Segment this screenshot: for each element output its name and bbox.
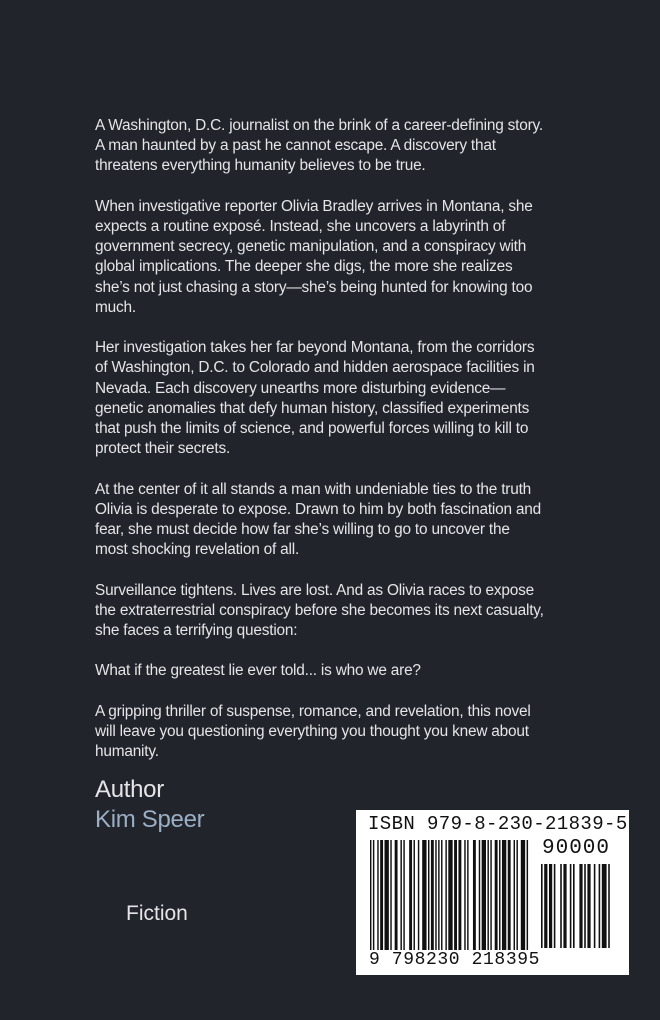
barcode-bar xyxy=(418,840,419,950)
back-cover-blurb xyxy=(95,116,545,783)
barcode-bar xyxy=(527,840,528,950)
barcode-bar xyxy=(380,840,383,950)
author-label: Author xyxy=(95,776,164,803)
barcode-bar xyxy=(373,840,374,950)
barcode-bar xyxy=(458,840,461,950)
price-addon-bars xyxy=(541,864,617,948)
barcode-bar xyxy=(514,840,515,950)
barcode-bar xyxy=(502,840,506,950)
barcode-bar xyxy=(464,840,465,950)
barcode-bar xyxy=(390,840,391,950)
barcode-bar xyxy=(549,864,552,948)
barcode-bar xyxy=(473,840,476,950)
price-code: 90000 xyxy=(542,837,611,860)
barcode-bar xyxy=(579,864,582,948)
barcode-digits: 9 798230 218395 xyxy=(369,950,541,970)
blurb-paragraph-6: What if the greatest lie ever told... is who we are? xyxy=(95,662,421,680)
barcode-bar xyxy=(377,840,378,950)
barcode-bar xyxy=(385,840,389,950)
barcode-bar xyxy=(400,840,401,950)
barcode-bar xyxy=(414,840,415,950)
barcode-bar xyxy=(563,864,566,948)
barcode-bar xyxy=(454,840,457,950)
barcode-bar xyxy=(403,840,404,950)
blurb-paragraph-5: Surveillance tightens. Lives are lost. And as Olivia races to expose the extraterrestrial conspiracy before she becomes its next casualty, she faces a terrifying question: xyxy=(95,581,544,640)
barcode-bar xyxy=(602,864,607,948)
barcode-bar xyxy=(599,864,601,948)
barcode-bar xyxy=(445,840,446,950)
barcode-bar xyxy=(495,840,498,950)
author-name: Kim Speer xyxy=(95,806,205,833)
blurb-paragraph-4: At the center of it all stands a man with undeniable ties to the truth Olivia is desperate to expose. Drawn to him by both fascination and fear, she must decide how far she’s willing to go to uncover the most shocking revelation of all. xyxy=(95,480,542,559)
barcode-bar xyxy=(467,840,468,950)
barcode-bar xyxy=(435,840,436,950)
barcode-bar xyxy=(409,840,412,950)
barcode-bar xyxy=(441,840,442,950)
barcode-bar xyxy=(487,840,488,950)
barcode-bar xyxy=(554,864,556,948)
barcode-bar xyxy=(573,864,575,948)
ean-barcode-bars xyxy=(370,840,536,950)
blurb-paragraph-2: When investigative reporter Olivia Bradley arrives in Montana, she expects a routine exposé. Instead, she uncovers a labyrinth of government secrecy, genetic manipulation, and a conspiracy with global implications. The deeper she digs, the more she realizes she’s not just chasing a story—she’s being hunted for knowing too much. xyxy=(95,197,533,316)
barcode-bar xyxy=(422,840,426,950)
barcode-bar xyxy=(395,840,398,950)
barcode-bar xyxy=(541,864,543,948)
blurb-paragraph-1: A Washington, D.C. journalist on the brink of a career-defining story. A man haunted by a past he cannot escape. A discovery that threatens everything humanity believes to be true. xyxy=(95,117,543,175)
barcode-bar xyxy=(584,864,586,948)
barcode-bar xyxy=(370,840,371,950)
barcode-bar xyxy=(448,840,452,950)
barcode-bar xyxy=(499,840,500,950)
barcode-bar xyxy=(516,840,517,950)
barcode-bar xyxy=(594,864,596,948)
barcode-bar xyxy=(608,864,610,948)
isbn-number: ISBN 979-8-230-21839-5 xyxy=(368,813,628,835)
barcode-bar xyxy=(482,840,486,950)
barcode-bar xyxy=(438,840,439,950)
barcode-bar xyxy=(479,840,480,950)
barcode-bar xyxy=(490,840,491,950)
barcode-bar xyxy=(560,864,562,948)
barcode-bar xyxy=(431,840,434,950)
blurb-paragraph-3: Her investigation takes her far beyond Montana, from the corridors of Washington, D.C. to Colorado and hidden aerospace facilities in Nevada. Each discovery unearths more disturbing evidence—genetic anomalies that defy human history, classified experiments that push the limits of science, and powerful forces willing to kill to protect their secrets. xyxy=(95,339,535,458)
barcode-bar xyxy=(508,840,511,950)
barcode-bar xyxy=(570,864,572,948)
isbn-barcode xyxy=(356,810,629,975)
barcode-bar xyxy=(428,840,429,950)
genre-label: Fiction xyxy=(126,902,188,925)
barcode-bar xyxy=(521,840,525,950)
blurb-paragraph-7: A gripping thriller of suspense, romance, and revelation, this novel will leave you questioning everything you thought you knew about humanity. xyxy=(95,702,531,761)
barcode-bar xyxy=(587,864,590,948)
barcode-bar xyxy=(544,864,547,948)
